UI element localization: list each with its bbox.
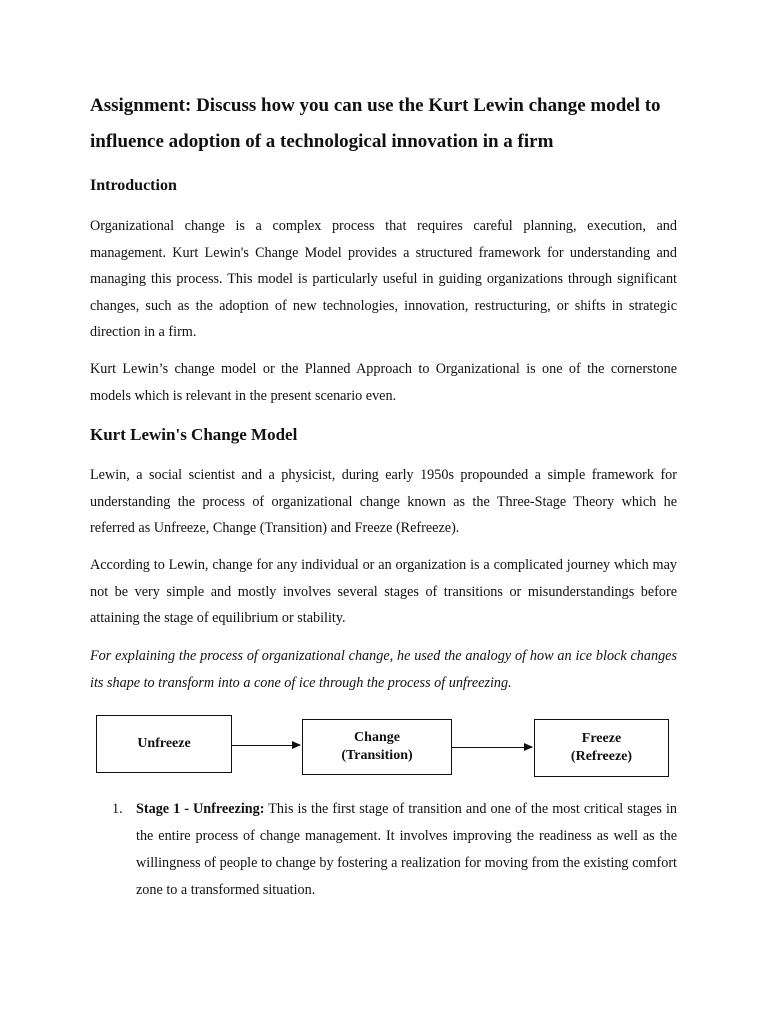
stage-label-freeze: Freeze (Refreeze) bbox=[570, 731, 633, 764]
change-model-heading: Kurt Lewin's Change Model bbox=[90, 425, 298, 444]
stage-box-change bbox=[302, 719, 452, 775]
list-item-number: 1. bbox=[112, 801, 123, 817]
stage-label-change: Change (Transition) bbox=[341, 730, 413, 763]
list-item-lead: Stage 1 - Unfreezing: bbox=[136, 801, 265, 817]
change-model-paragraph-italic: For explaining the process of organizational change, he used the analogy of how an ice block changes its shape to transform into a cone of ice through the process of unfreezing. bbox=[90, 648, 677, 691]
list-item-text: This is the first stage of transition and one of the most critical stages in the entire process of change management. It involves improving the readiness as well as the willingness of people to change by fostering a realization for moving from the existing comfort zone to a transformed situation. bbox=[136, 801, 677, 898]
change-model-paragraph-1: Lewin, a social scientist and a physicist, during early 1950s propounded a simple framework for understanding the process of organizational change known as the Three-Stage Theory which he referred as Unfreeze, Change (Transition) and Freeze (Refreeze). bbox=[90, 467, 677, 536]
stage-box-unfreeze bbox=[96, 715, 232, 773]
introduction-paragraph-2: Kurt Lewin’s change model or the Planned Approach to Organizational is one of the cornerstone models which is relevant in the present scenario even. bbox=[90, 361, 677, 404]
arrow-right-icon bbox=[232, 745, 300, 746]
change-model-paragraph-2: According to Lewin, change for any individual or an organization is a complicated journey which may not be very simple and mostly involves several stages of transitions or misunderstandings before attaining the stage of equilibrium or stability. bbox=[90, 557, 677, 626]
stage-box-freeze bbox=[534, 719, 669, 777]
list-item bbox=[136, 796, 677, 904]
document-title: Assignment: Discuss how you can use the Kurt Lewin change model to influence adoption of a technological innovation in a firm bbox=[90, 95, 661, 152]
stage-label-unfreeze: Unfreeze bbox=[137, 736, 191, 751]
introduction-paragraph-1: Organizational change is a complex process that requires careful planning, execution, and management. Kurt Lewin's Change Model provides a structured framework for understanding and managing this process. This model is particularly useful in guiding organizations through significant changes, such as the adoption of new technologies, innovation, restructuring, or shifts in strategic direction in a firm. bbox=[90, 218, 677, 340]
arrow-right-icon bbox=[452, 747, 532, 748]
three-stage-diagram bbox=[94, 712, 674, 782]
introduction-heading: Introduction bbox=[90, 177, 177, 194]
